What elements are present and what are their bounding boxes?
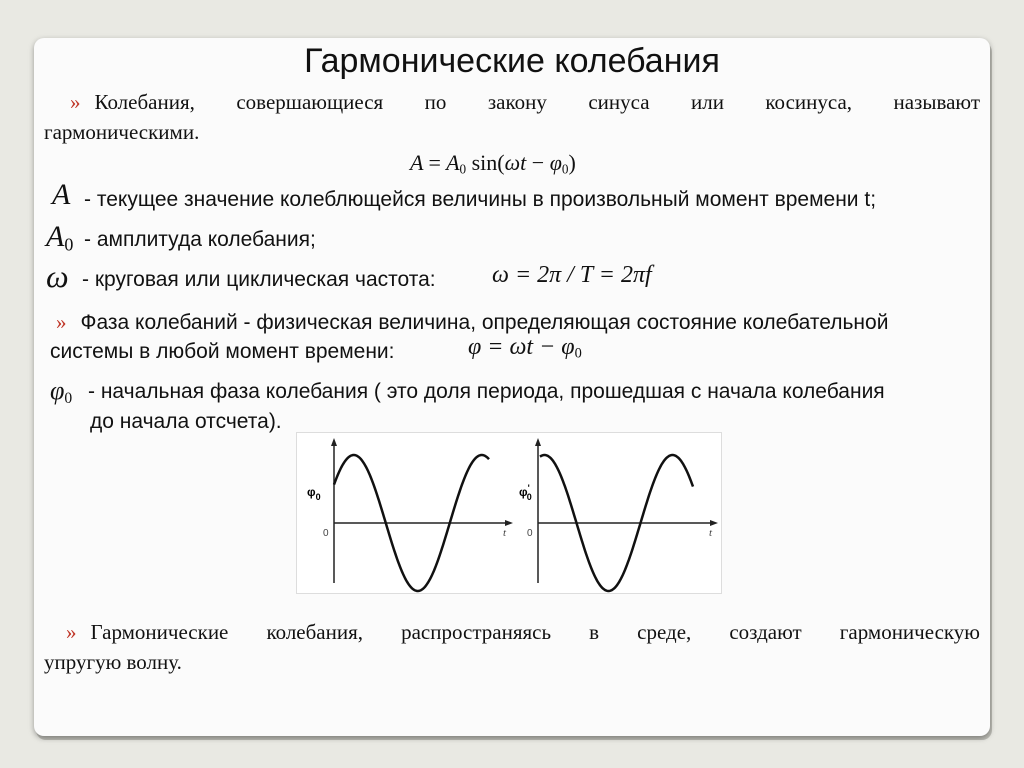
phase-graphs-svg — [297, 433, 721, 593]
left-origin-label: 0 — [323, 528, 329, 539]
right-y-arrow-icon — [535, 438, 541, 446]
initial-phase-line-2: до начала отсчета). — [90, 410, 282, 433]
omega-symbol: ω — [46, 258, 69, 294]
omega-definition: - круговая или циклическая частота: — [82, 268, 436, 291]
a-symbol: A — [52, 178, 71, 211]
right-x-label: t — [709, 527, 713, 539]
bullet-icon: » — [56, 310, 67, 334]
intro-line-1: » Колебания, совершающиеся по закону синуса или косинуса, называют — [70, 90, 980, 114]
left-x-label: t — [503, 527, 507, 539]
initial-phase-line-1: - начальная фаза колебания ( это доля периода, прошедшая с начала колебания — [88, 380, 885, 403]
phase-graphs-figure — [296, 432, 722, 594]
right-x-arrow-icon — [710, 520, 718, 526]
bullet-icon: » — [66, 620, 77, 644]
wave-line-1: » Гармонические колебания, распространяясь в среде, создают гармоническую — [66, 620, 980, 644]
phase-line-1: » Фаза колебаний - физическая величина, определяющая состояние колебательной — [56, 310, 889, 334]
bullet-icon: » — [70, 90, 81, 114]
left-y-label: $\varphi_0$ — [307, 485, 321, 502]
main-formula: $A = A_0$ $\sin(\omega t - \varphi_0)$ — [410, 150, 576, 177]
page-title: Гармонические колебания — [304, 42, 720, 80]
right-origin-label: 0 — [527, 528, 533, 539]
right-y-label: φ' 0 — [519, 483, 532, 502]
intro-line-2: гармоническими. — [44, 120, 200, 144]
phase-line-2: системы в любой момент времени: — [50, 340, 395, 363]
left-y-arrow-icon — [331, 438, 337, 446]
a-definition: - текущее значение колеблющейся величины в произвольный момент времени t; — [84, 188, 877, 211]
a0-definition: - амплитуда колебания; — [84, 228, 316, 251]
a0-symbol: $A_0$ — [46, 220, 74, 255]
wave-line-2: упругую волну. — [44, 650, 182, 674]
omega-formula: ω = 2π / T = 2πf — [492, 262, 652, 288]
left-x-arrow-icon — [505, 520, 513, 526]
phi0-symbol: $\varphi_0$ — [50, 376, 73, 407]
phase-formula: $\varphi = \omega t - \varphi_0$ — [468, 334, 582, 362]
